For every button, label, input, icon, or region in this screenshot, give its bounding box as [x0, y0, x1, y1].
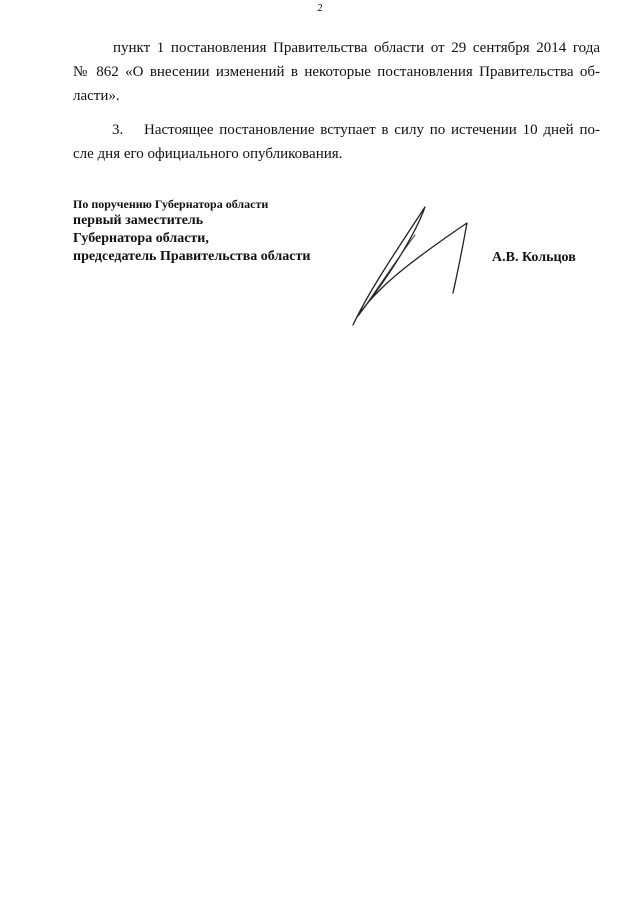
paragraph-3-line-1-text: Настоящее постановление вступает в силу по истечении 10 дней по-: [144, 122, 600, 138]
signature-position-line-2: Губернатора области,: [73, 231, 209, 246]
paragraph-1: [73, 36, 600, 108]
paragraph-3-line-1: [73, 118, 600, 142]
paragraph-1-line-1: пункт 1 постановления Правительства области от 29 сентября 2014 года: [113, 40, 600, 56]
handwritten-signature: [345, 205, 475, 330]
signature-position-line-3: председатель Правительства области: [73, 249, 311, 264]
paragraph-3-number: 3.: [112, 122, 124, 138]
page-number: 2: [317, 2, 323, 14]
signer-name: А.В. Кольцов: [492, 250, 576, 265]
paragraph-1-line-2: № 862 «О внесении изменений в некоторые постановления Правительства об-: [73, 64, 600, 80]
signature-position-line-1: первый заместитель: [73, 213, 204, 228]
signature-authority-line: По поручению Губернатора области: [73, 197, 269, 211]
signature-block: [73, 196, 310, 266]
paragraph-1-line-3: ласти».: [73, 88, 120, 104]
paragraph-3: [73, 118, 600, 166]
paragraph-3-line-2: сле дня его официального опубликования.: [73, 146, 343, 162]
